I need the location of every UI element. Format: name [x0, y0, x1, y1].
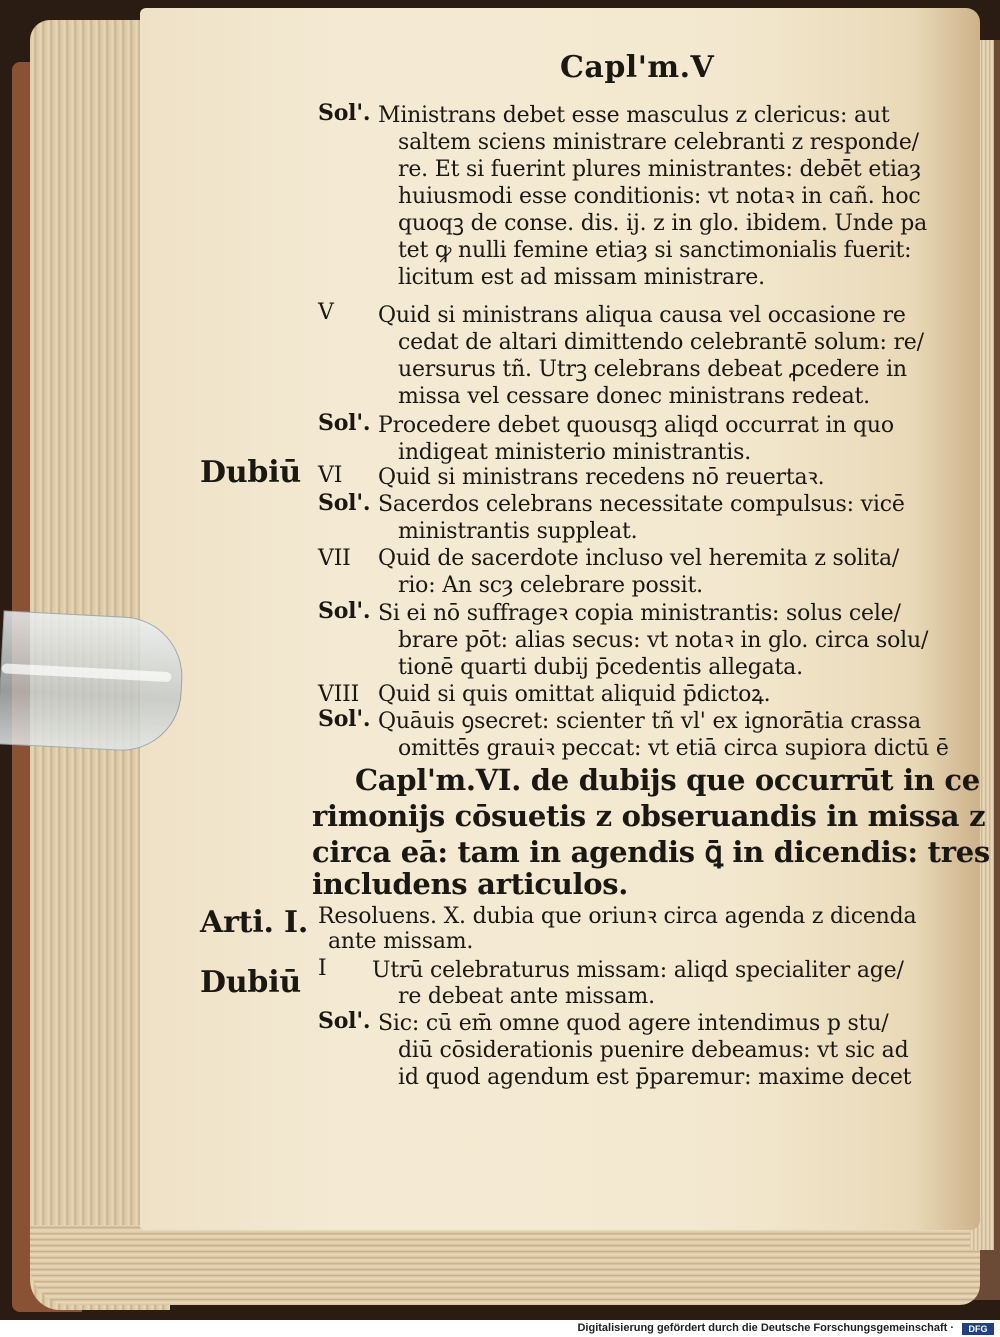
sol-label: Sol'. [318, 410, 371, 436]
text-line: quoqꝫ de conse. dis. ij. z in glo. ibidem. Unde pa [398, 211, 928, 236]
text-line: huiusmodi esse conditionis: vt notaꝛ in cañ. hoc [398, 184, 921, 209]
text-line: Quid si ministrans aliqua causa vel occasione re [378, 303, 906, 328]
text-line: tet ꝙ nulli femine etiaȝ si sanctimonialis fuerit: [398, 238, 912, 263]
sol-label: Sol'. [318, 706, 371, 732]
question-number: VII [318, 546, 351, 571]
text-line: cedat de altari dimittendo celebrantē solum: re/ [398, 330, 924, 355]
funding-credit: Digitalisierung gefördert durch die Deutsche Forschungsgemeinschaft · [577, 1322, 954, 1334]
credit-bar [0, 1320, 1000, 1337]
question-number: VI [318, 463, 343, 488]
text-line: Ministrans debet esse masculus z clericus: aut [378, 103, 890, 128]
text-line: re debeat ante missam. [398, 984, 655, 1009]
text-line: licitum est ad missam ministrare. [398, 265, 765, 290]
text-line: Resoluens. X. dubia que oriunꝛ circa agenda z dicenda [318, 904, 917, 929]
dfg-logo: DFG [962, 1323, 994, 1335]
bookmark-strip [0, 610, 185, 753]
text-line: ministrantis suppleat. [398, 519, 638, 544]
sol-label: Sol'. [318, 1008, 371, 1034]
chapter-heading-line: circa eā: tam in agendis ꝗ̄ in dicendis: tres [312, 835, 990, 869]
running-head: Capl'm.V [560, 50, 715, 85]
text-line: id quod agendum est p̄paremur: maxime decet [398, 1065, 912, 1090]
margin-note-dubium: Dubiū [200, 965, 302, 1000]
page-edges-bottom [30, 1225, 980, 1305]
text-line: Quid de sacerdote incluso vel heremita z solita/ [378, 546, 900, 571]
text-line: diū cōsiderationis puenire debeamus: vt sic ad [398, 1038, 909, 1063]
text-line: rio: An scȝ celebrare possit. [398, 573, 703, 598]
text-line: brare pōt: alias secus: vt notaꝛ in glo. circa solu/ [398, 628, 929, 653]
text-line: omittēs grauiꝛ peccat: vt etiā circa supiora dictū ē [398, 736, 949, 761]
sol-label: Sol'. [318, 490, 371, 516]
text-line: ante missam. [328, 929, 474, 954]
question-number: VIII [318, 682, 360, 707]
text-line: tionē quarti dubij p̄cedentis allegata. [398, 655, 803, 680]
chapter-heading-line: rimonijs cōsuetis z obseruandis in missa z [312, 799, 986, 833]
text-line: Quid si ministrans recedens nō reuertaꝛ. [378, 465, 825, 490]
text-line: uersurus tñ. Utrꝫ celebrans debeat ꝓcedere in [398, 357, 907, 382]
sol-label: Sol'. [318, 598, 371, 624]
chapter-heading-line: includens articulos. [312, 867, 629, 901]
text-line: Sic: cū em̄ omne quod agere intendimus p stu/ [378, 1011, 889, 1036]
text-line: Utrū celebraturus missam: aliqd specialiter age/ [372, 958, 904, 983]
text-line: re. Et si fuerint plures ministrantes: debēt etiaȝ [398, 157, 921, 182]
text-line: indigeat ministerio ministrantis. [398, 440, 752, 465]
chapter-heading-line: Capl'm.VI. de dubijs que occurrūt in ce [355, 763, 980, 797]
text-line: missa vel cessare donec ministrans redeat. [398, 384, 870, 409]
text-line: Sacerdos celebrans necessitate compulsus: vicē [378, 492, 905, 517]
text-line: Quid si quis omittat aliquid p̄dictoꝝ. [378, 682, 771, 707]
text-line: Si ei nō suffrageꝛ copia ministrantis: solus cele/ [378, 601, 901, 626]
text-line: saltem sciens ministrare celebranti z responde/ [398, 130, 919, 155]
sol-label: Sol'. [318, 100, 371, 126]
text-line: Quāuis ꝯsecret: scienter tñ vl' ex ignorātia crassa [378, 709, 921, 734]
margin-note-dubium: Dubiū [200, 455, 302, 490]
question-number: I [318, 956, 327, 981]
margin-note-article: Arti. I. [200, 905, 309, 940]
text-line: Procedere debet quousqꝫ aliqd occurrat in quo [378, 413, 894, 438]
question-number: V [318, 300, 334, 325]
